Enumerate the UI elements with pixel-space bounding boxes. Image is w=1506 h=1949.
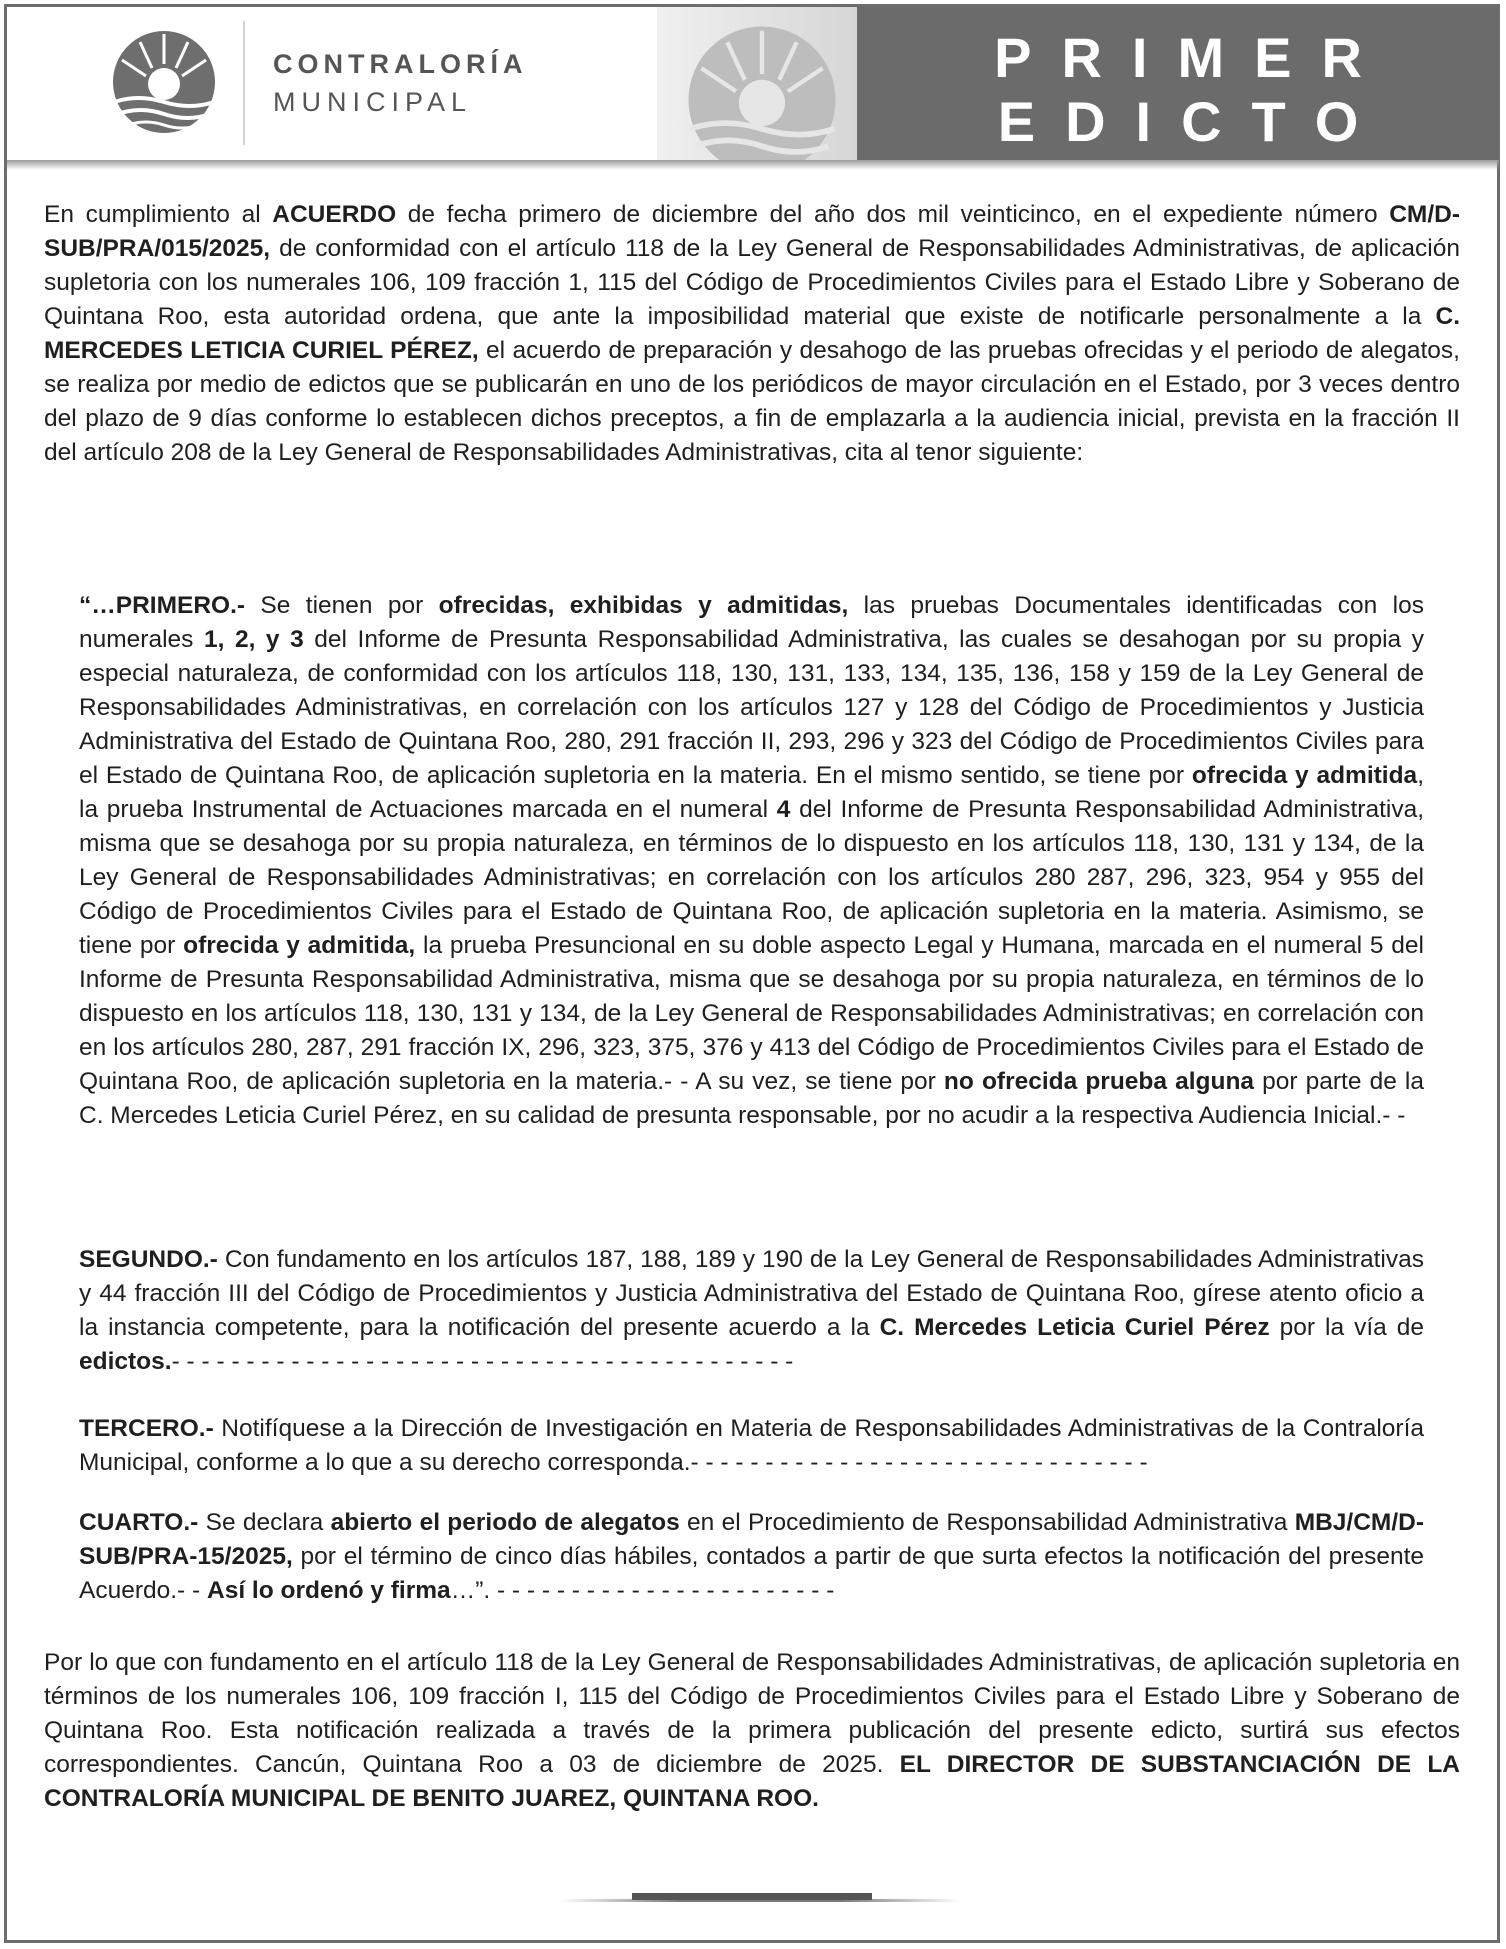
header-title-panel [857, 7, 1499, 160]
clause-segundo: SEGUNDO.- Con fundamento en los artículos 187, 188, 189 y 190 de la Ley General de Responsabilidades Administrativas y 44 fracción III del Código de Procedimientos y Justicia Administrativa del Estado de Quintana Roo, gírese atento oficio a la instancia competente, para la notificación del presente acuerdo a la C. Mercedes Leticia Curiel Pérez por la vía de edictos.- - - - - - - - - - - - - - - - - - - - - - - - - - - - - - - - - - - - - - - - - - [79, 1246, 1425, 1375]
org-name-line2: MUNICIPAL [273, 87, 473, 117]
intro-paragraph: En cumplimiento al ACUERDO de fecha primero de diciembre del año dos mil veinticinco, en el expediente número CM/D-SUB/PRA/015/2025, de conformidad con el artículo 118 de la Ley General de Responsabilidades Administrativas, de aplicación supletoria con los numerales 106, 109 fracción 1, 115 del Código de Procedimientos Civiles para el Estado Libre y Soberano de Quintana Roo, esta autoridad ordena, que ante la imposibilidad material que existe de notificarle personalmente a la C. MERCEDES LETICIA CURIEL PÉREZ, el acuerdo de preparación y desahogo de las pruebas ofrecidas y el periodo de alegatos, se realiza por medio de edictos que se publicarán en uno de los periódicos de mayor circulación en el Estado, por 3 veces dentro del plazo de 9 días conforme lo establecen dichos preceptos, a fin de emplazarla a la audiencia inicial, prevista en la fracción II del artículo 208 de la Ley General de Responsabilidades Administrativas, cita al tenor siguiente: [44, 201, 1460, 466]
header-logo-panel [7, 7, 657, 160]
title-line2: EDICTO [997, 90, 1389, 153]
clause-primero: “…PRIMERO.- Se tienen por ofrecidas, exhibidas y admitidas, las pruebas Documentales identificadas con los numerales 1, 2, y 3 del Informe de Presunta Responsabilidad Administrativa, las cuales se desahogan por su propia y especial naturaleza, de conformidad con los artículos 118, 130, 131, 133, 134, 135, 136, 158 y 159 de la Ley General de Responsabilidades Administrativas, en correlación con los artículos 127 y 128 del Código de Procedimientos y Justicia Administrativa del Estado de Quintana Roo, 280, 291 fracción II, 293, 296 y 323 del Código de Procedimientos Civiles para el Estado de Quintana Roo, de aplicación supletoria en la materia. En el mismo sentido, se tiene por ofrecida y admitida, la prueba Instrumental de Actuaciones marcada en el numeral 4 del Informe de Presunta Responsabilidad Administrativa, misma que se desahoga por su propia naturaleza, en términos de lo dispuesto en los artículos 118, 130, 131 y 134, de la Ley General de Responsabilidades Administrativas; en correlación con los artículos 280 287, 296, 323, 954 y 955 del Código de Procedimientos Civiles para el Estado de Quintana Roo, de aplicación supletoria en la materia. Asimismo, se tiene por ofrecida y admitida, la prueba Presuncional en su doble aspecto Legal y Humana, marcada en el numeral 5 del Informe de Presunta Responsabilidad Administrativa, misma que se desahoga por su propia naturaleza, en términos de lo dispuesto en los artículos 118, 130, 131 y 134, de la Ley General de Responsabilidades Administrativas; en correlación con en los artículos 280, 287, 291 fracción IX, 296, 323, 375, 376 y 413 del Código de Procedimientos Civiles para el Estado de Quintana Roo, de aplicación supletoria en la materia.- - A su vez, se tiene por no ofrecida prueba alguna por parte de la C. Mercedes Leticia Curiel Pérez, en su calidad de presunta responsable, por no acudir a la respectiva Audiencia Inicial.- - [79, 592, 1425, 1129]
watermark-logo-icon [687, 25, 837, 160]
org-name-line1: CONTRALORÍA [273, 49, 528, 79]
clause-tercero: TERCERO.- Notifíquese a la Dirección de Investigación en Materia de Responsabilidades Administrativas de la Contraloría Municipal, conforme a lo que a su derecho corresponda.- - - - - - - - - - - - - - - - - - - - - - - - - - - - - - - [79, 1415, 1424, 1476]
title-line1: PRIMER [994, 26, 1392, 89]
header-shadow [7, 160, 1499, 170]
header-watermark-panel [657, 7, 857, 160]
footer-bar [632, 1893, 872, 1900]
closing-paragraph: Por lo que con fundamento en el artículo 118 de la Ley General de Responsabilidades Administrativas, de aplicación supletoria en términos de los numerales 106, 109 fracción I, 115 del Código de Procedimientos Civiles para el Estado Libre y Soberano de Quintana Roo. Esta notificación realizada a través de la primera publicación del presente edicto, surtirá sus efectos correspondientes. Cancún, Quintana Roo a 03 de diciembre de 2025. EL DIRECTOR DE SUBSTANCIACIÓN DE LA CONTRALORÍA MUNICIPAL DE BENITO JUAREZ, QUINTANA ROO. [44, 1649, 1460, 1812]
header-divider [243, 21, 245, 145]
contraloria-logo-icon [112, 30, 216, 134]
signatory: EL DIRECTOR DE SUBSTANCIACIÓN DE LA CONTRALORÍA MUNICIPAL DE BENITO JUAREZ, QUINTANA ROO. [44, 1751, 1460, 1812]
clause-cuarto: CUARTO.- Se declara abierto el periodo de alegatos en el Procedimiento de Responsabilidad Administrativa MBJ/CM/D-SUB/PRA-15/2025, por el término de cinco días hábiles, contados a partir de que surta efectos la notificación del presente Acuerdo.- - Así lo ordenó y firma…”. - - - - - - - - - - - - - - - - - - - - - - - [79, 1509, 1424, 1604]
header-banner [7, 7, 1499, 160]
